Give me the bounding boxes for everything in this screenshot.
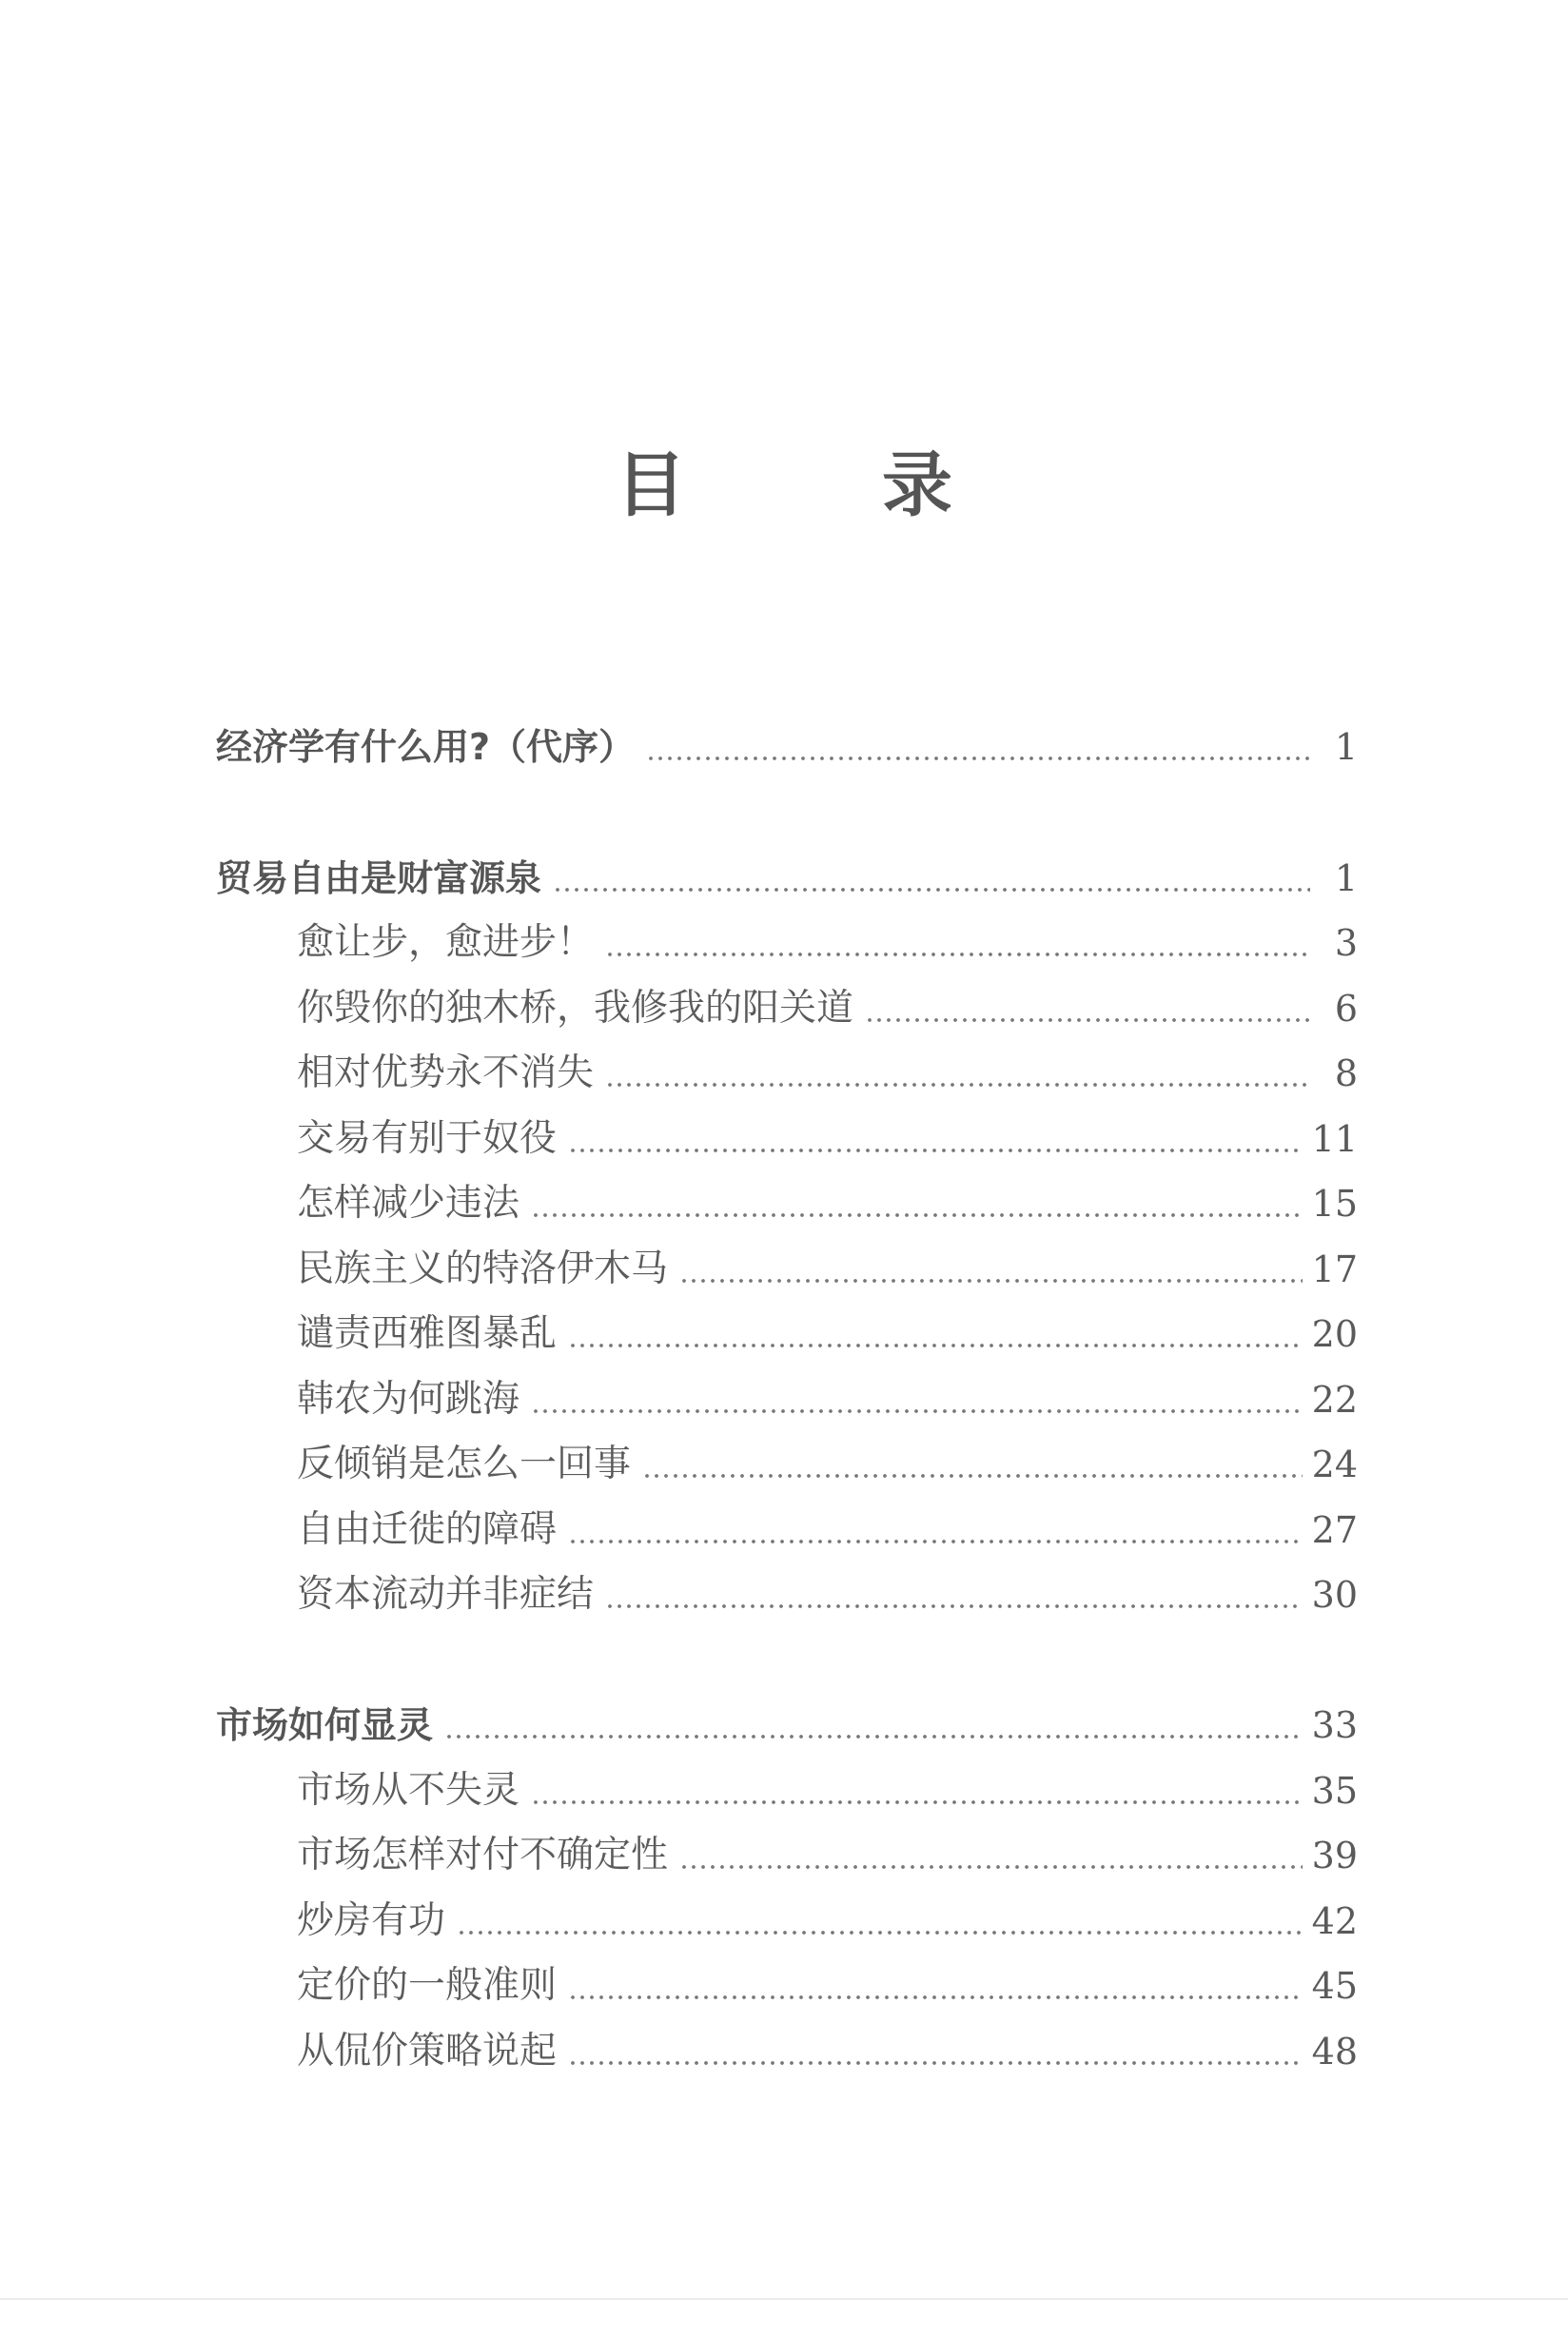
toc-entry[interactable]: [297, 1896, 1358, 1947]
dot-leader: [679, 1830, 1303, 1881]
toc-entry-label: 定价的一般准则: [297, 1964, 558, 2007]
page-title: 目 录: [616, 444, 1015, 526]
toc-entry-label: 相对优势永不消失: [297, 1051, 595, 1094]
toc-entry-label: 自由迁徙的障碍: [297, 1508, 558, 1551]
dot-leader: [679, 1244, 1303, 1295]
toc-entry[interactable]: [297, 1308, 1358, 1360]
toc-entry-page: 15: [1311, 1183, 1358, 1225]
toc-entry-page: 24: [1311, 1444, 1358, 1485]
toc-entry-label: 你毁你的独木桥，我修我的阳关道: [297, 987, 854, 1030]
dot-leader: [531, 1178, 1303, 1229]
toc-entry-label: 贸易自由是财富源泉: [216, 857, 542, 899]
toc-entry[interactable]: [297, 1830, 1358, 1881]
toc-entry-label: 民族主义的特洛伊木马: [297, 1248, 669, 1290]
dot-leader: [568, 2026, 1303, 2077]
toc-entry-label: 从侃价策略说起: [297, 2030, 558, 2073]
toc-entry-label: 资本流动并非症结: [297, 1573, 595, 1616]
toc-entry-label: 炒房有功: [297, 1899, 446, 1942]
toc-entry[interactable]: [297, 917, 1358, 969]
dot-leader: [568, 1504, 1303, 1556]
toc-entry-label: 反倾销是怎么一回事: [297, 1443, 632, 1485]
dot-leader: [568, 1960, 1303, 2012]
toc-entry-label: 交易有别于奴役: [297, 1117, 558, 1160]
toc-entry-page: 48: [1311, 2031, 1358, 2073]
toc-entry[interactable]: [297, 1244, 1358, 1295]
toc-entry-page: 3: [1334, 922, 1358, 964]
toc-entry-page: 6: [1334, 988, 1358, 1030]
dot-leader: [553, 853, 1310, 904]
dot-leader: [865, 983, 1310, 1034]
toc-part-1[interactable]: [216, 853, 1358, 904]
dot-leader: [642, 1439, 1303, 1490]
toc-entry-label: 怎样减少违法: [297, 1182, 520, 1225]
dot-leader: [646, 721, 1310, 773]
toc-entry-page: 8: [1334, 1052, 1358, 1094]
toc-entry-page: 27: [1311, 1509, 1358, 1551]
toc-entry[interactable]: [297, 1765, 1358, 1817]
dot-leader: [531, 1765, 1303, 1817]
toc-entry-page: 1: [1334, 726, 1358, 768]
dot-leader: [605, 917, 1310, 969]
dot-leader: [605, 1048, 1310, 1099]
toc-entry-page: 1: [1334, 857, 1358, 899]
toc-entry-page: 33: [1311, 1704, 1358, 1746]
toc-entry[interactable]: [297, 983, 1358, 1034]
toc-entry-page: 39: [1311, 1835, 1358, 1876]
toc-entry-label: 市场怎样对付不确定性: [297, 1834, 669, 1876]
page-bottom-edge: [0, 2298, 1568, 2300]
toc-entry[interactable]: [297, 1374, 1358, 1425]
toc-entry-page: 22: [1311, 1379, 1358, 1421]
toc-entry-page: 35: [1311, 1770, 1358, 1812]
toc-part-2[interactable]: [216, 1699, 1358, 1751]
toc-entry-label: 市场从不失灵: [297, 1769, 520, 1812]
toc-entry[interactable]: [297, 1504, 1358, 1556]
toc-entry-label: 韩农为何跳海: [297, 1378, 520, 1421]
toc-entry[interactable]: [297, 1439, 1358, 1490]
toc-entry-label: 谴责西雅图暴乱: [297, 1312, 558, 1355]
dot-leader: [568, 1113, 1303, 1165]
dot-leader: [444, 1699, 1303, 1751]
toc-entry-label: 市场如何显灵: [216, 1704, 434, 1746]
toc-entry[interactable]: [297, 1048, 1358, 1099]
dot-leader: [457, 1896, 1303, 1947]
toc-entry-label: 经济学有什么用?（代序）: [216, 726, 636, 768]
toc-entry[interactable]: [297, 1178, 1358, 1229]
dot-leader: [605, 1569, 1303, 1621]
toc-entry-label: 愈让步，愈进步！: [297, 921, 595, 964]
toc-entry-page: 45: [1311, 1965, 1358, 2007]
dot-leader: [531, 1374, 1303, 1425]
toc-entry-page: 11: [1311, 1118, 1358, 1160]
toc-entry-page: 42: [1311, 1900, 1358, 1942]
toc-entry-page: 20: [1311, 1313, 1358, 1355]
dot-leader: [568, 1308, 1303, 1360]
toc-entry[interactable]: [297, 1569, 1358, 1621]
toc-entry-page: 30: [1311, 1574, 1358, 1616]
toc-entry[interactable]: [297, 1113, 1358, 1165]
toc-entry[interactable]: [297, 1960, 1358, 2012]
toc-entry-page: 17: [1311, 1248, 1358, 1290]
toc-entry-preface[interactable]: [216, 721, 1358, 773]
toc-entry[interactable]: [297, 2026, 1358, 2077]
